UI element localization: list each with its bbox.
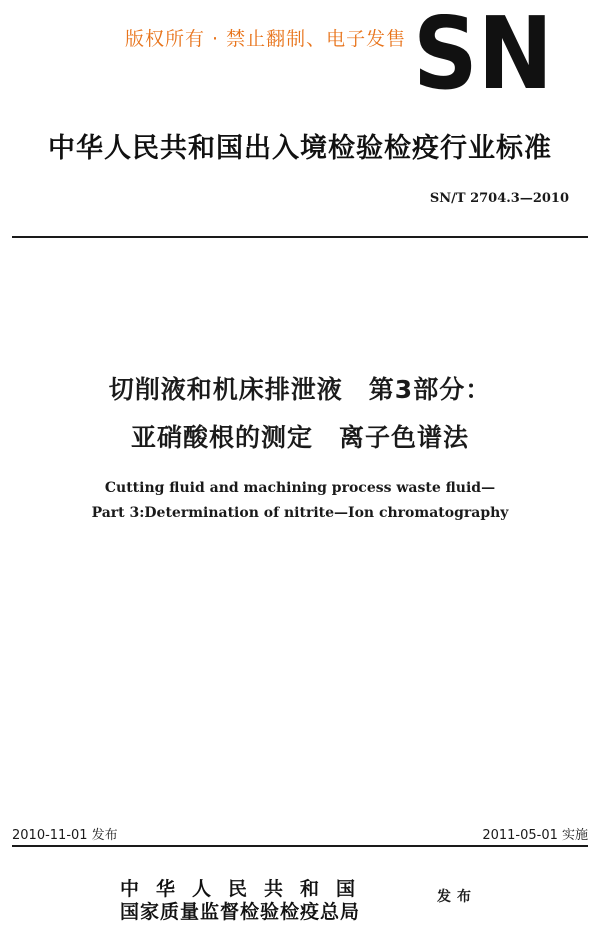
copyright-notice: 版权所有 · 禁止翻制、电子发售	[125, 28, 407, 50]
english-title-line-1: Cutting fluid and machining process waste fluid—	[104, 480, 496, 496]
industry-standard-title: 中华人民共和国出入境检验检疫行业标准	[48, 133, 552, 164]
implementation-date: 2011-05-01 实施	[482, 828, 588, 843]
sn-logo-text: SN	[413, 14, 553, 92]
header-divider	[12, 236, 588, 238]
chinese-title-line-1: 切削液和机床排泄液 第3部分：	[108, 375, 492, 404]
issue-date: 2010-11-01 发布	[12, 828, 118, 843]
footer-divider	[12, 845, 588, 847]
authority-line-1: 中华人民共和国	[120, 878, 373, 900]
english-title-line-2: Part 3:Determination of nitrite—Ion chromatography	[91, 505, 509, 521]
sn-logo	[412, 14, 554, 92]
standard-number: SN/T 2704.3—2010	[429, 191, 569, 206]
authority-line-2: 国家质量监督检验检疫总局	[120, 901, 361, 923]
chinese-title-line-2: 亚硝酸根的测定 离子色谱法	[130, 423, 469, 452]
publish-label: 发布	[437, 889, 477, 905]
